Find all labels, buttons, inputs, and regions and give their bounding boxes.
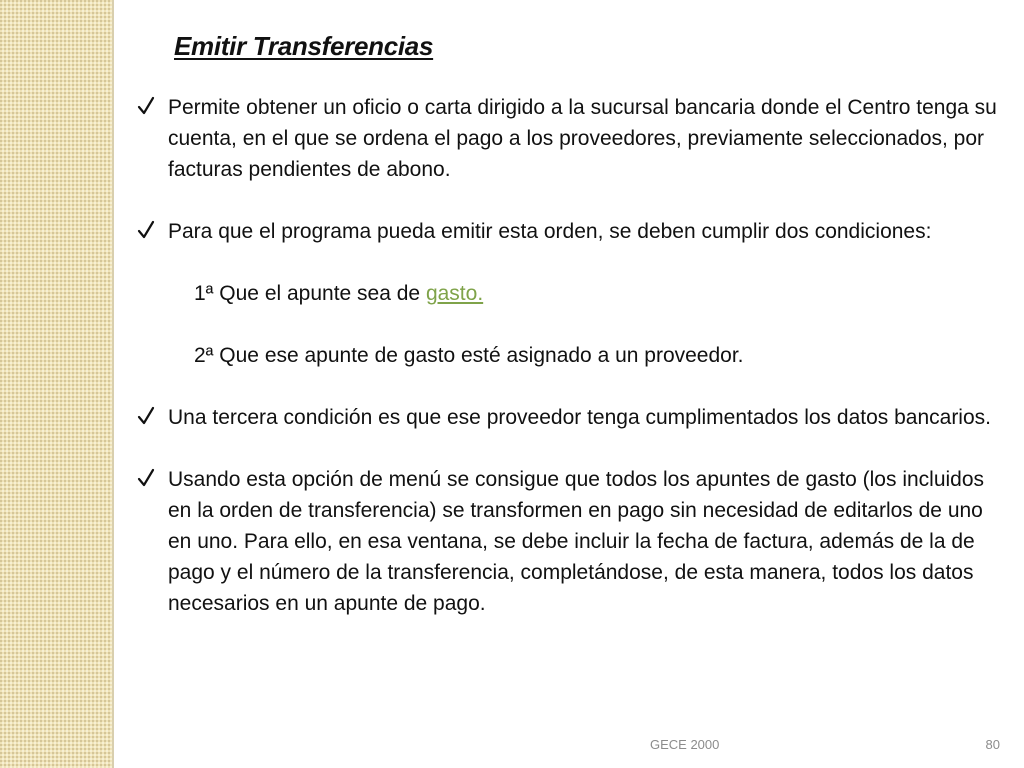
bullet-item — [134, 464, 1004, 619]
checkmark-icon — [137, 468, 155, 488]
page-number: 80 — [985, 737, 1000, 752]
slide — [114, 0, 1024, 768]
bullet-text: Para que el programa pueda emitir esta orden, se deben cumplir dos condiciones: — [168, 220, 932, 243]
condition-first-text: 1ª Que el apunte sea de — [194, 282, 426, 305]
bullet-item — [134, 216, 1004, 247]
bullet-text: Usando esta opción de menú se consigue que todos los apuntes de gasto (los incluidos en la orden de transferencia) se transformen en pago sin necesidad de editarlos de uno en uno. Para ello, en esa ventana, se debe incluir la fecha de factura, además de la de pago y el número de la transferencia, completándose, de esta manera, todos los datos necesarios en un apunte de pago. — [168, 468, 985, 615]
bullet-text: Permite obtener un oficio o carta dirigido a la sucursal bancaria donde el Centro tenga su cuenta, en el que se ordena el pago a los proveedores, previamente seleccionados, por facturas pendientes de abono. — [168, 96, 997, 181]
slide-content — [134, 92, 1004, 650]
condition-second — [134, 340, 1004, 371]
decorative-side-band — [0, 0, 112, 768]
checkmark-icon — [137, 406, 155, 426]
condition-first — [134, 278, 1004, 309]
bullet-item — [134, 402, 1004, 433]
checkmark-icon — [137, 220, 155, 240]
gasto-link[interactable]: gasto. — [425, 282, 484, 305]
bullet-text: Una tercera condición es que ese proveedor tenga cumplimentados los datos bancarios. — [168, 406, 991, 429]
checkmark-icon — [137, 96, 155, 116]
slide-title: Emitir Transferencias — [174, 31, 434, 61]
bullet-item — [134, 92, 1004, 185]
condition-second-text: 2ª Que ese apunte de gasto esté asignado a un proveedor. — [194, 344, 744, 367]
footer-label: GECE 2000 — [650, 737, 720, 752]
